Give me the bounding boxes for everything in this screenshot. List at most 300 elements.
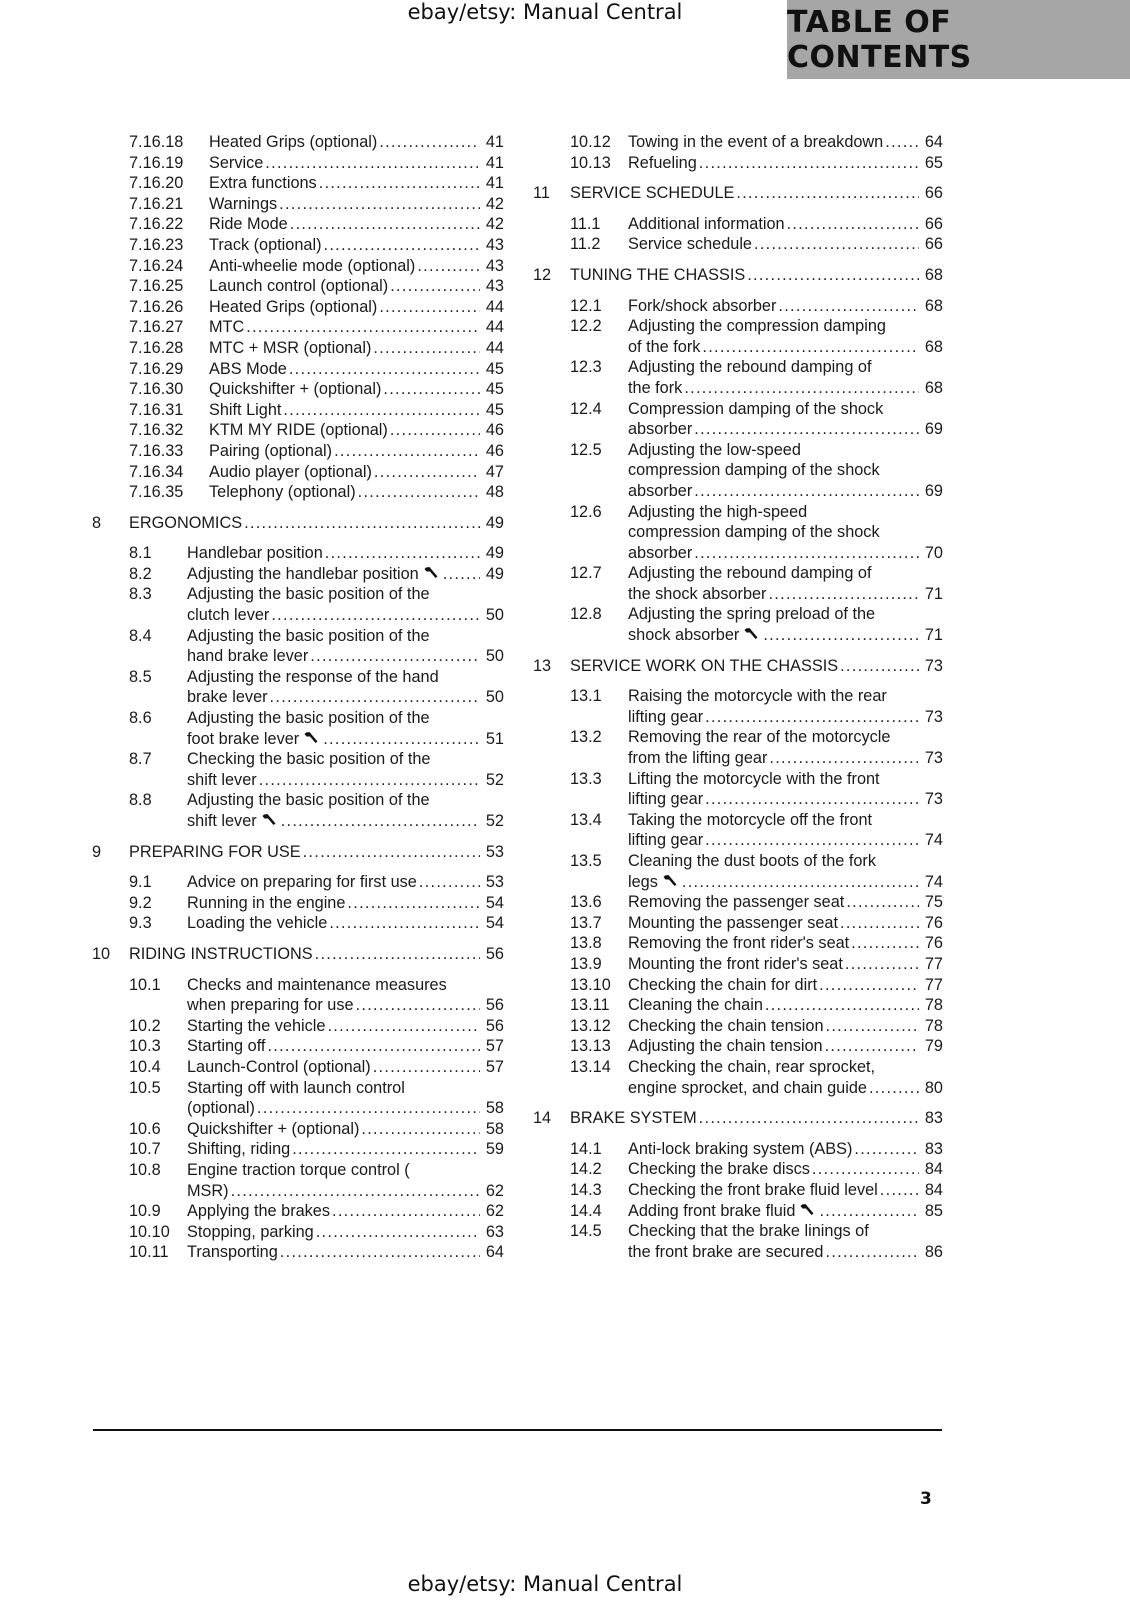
toc-entry[interactable]: [533, 975, 943, 996]
toc-entry-number: 7.16.26: [129, 297, 184, 316]
toc-entry[interactable]: [92, 256, 504, 277]
toc-entry-page: 73: [924, 749, 943, 768]
toc-entry[interactable]: [92, 338, 504, 359]
toc-entry-title-line: KTM MY RIDE (optional): [209, 421, 388, 440]
toc-entry-page: 44: [485, 297, 504, 316]
toc-entry[interactable]: [92, 1242, 504, 1263]
toc-entry-title-line: Fork/shock absorber: [628, 296, 777, 315]
toc-entry-title-line: Mounting the front rider's seat: [628, 954, 843, 973]
toc-entry[interactable]: [92, 913, 504, 934]
toc-entry-number: 12.6: [570, 502, 602, 521]
toc-entry[interactable]: [533, 357, 943, 398]
toc-chapter-entry[interactable]: [533, 1108, 943, 1129]
dot-leader: [310, 646, 480, 667]
toc-entry-number: 7.16.32: [129, 421, 184, 440]
toc-entry-number: 13.5: [570, 852, 602, 870]
toc-entry-number: 10.9: [129, 1202, 161, 1221]
toc-entry-number: 13.8: [570, 934, 602, 953]
toc-entry[interactable]: [533, 1139, 943, 1160]
toc-entry-page: 73: [924, 790, 943, 809]
toc-entry[interactable]: [92, 872, 504, 893]
dot-leader: [694, 481, 919, 502]
toc-entry-title-line: Adjusting the basic position of the: [187, 709, 430, 728]
toc-entry-page: 46: [485, 441, 504, 460]
toc-entry-title-line: Adjusting the response of the hand: [187, 667, 439, 686]
toc-chapter-entry[interactable]: [533, 265, 943, 286]
toc-entry-page: 84: [924, 1160, 943, 1179]
toc-entry-number: 13.13: [570, 1037, 611, 1056]
toc-entry-number: 9.1: [129, 873, 152, 892]
toc-entry-title-line: engine sprocket, and chain guide: [628, 1078, 867, 1097]
dot-leader: [840, 656, 919, 677]
dot-leader: [246, 317, 480, 338]
dot-leader: [869, 1078, 919, 1099]
toc-entry-page: 48: [485, 483, 504, 502]
toc-entry-number: 10.12: [570, 133, 611, 151]
toc-entry-title-line: Checking the basic position of the: [187, 750, 431, 769]
toc-entry-number: 14.2: [570, 1160, 602, 1179]
toc-entry-page: 49: [485, 513, 504, 532]
toc-entry-page: 53: [485, 873, 504, 892]
toc-entry-page: 64: [924, 133, 943, 151]
toc-entry[interactable]: [92, 564, 504, 585]
toc-entry-page: 41: [485, 174, 504, 193]
toc-entry[interactable]: [92, 790, 504, 831]
toc-entry-page: 43: [485, 235, 504, 254]
toc-entry-title-line: Heated Grips (optional): [209, 133, 378, 151]
toc-entry-page: 64: [485, 1243, 504, 1262]
toc-entry-title-line: Cleaning the chain: [628, 996, 763, 1015]
toc-entry[interactable]: [92, 297, 504, 318]
toc-entry-title-line: Shift Light: [209, 400, 282, 419]
toc-entry-number: 8.4: [129, 626, 152, 645]
toc-entry-title-line: BRAKE SYSTEM: [570, 1109, 697, 1128]
toc-entry[interactable]: [92, 1036, 504, 1057]
dot-leader: [290, 214, 480, 235]
toc-entry-page: 66: [924, 214, 943, 233]
toc-entry-page: 68: [924, 296, 943, 315]
toc-entry-page: 54: [485, 893, 504, 912]
toc-entry[interactable]: [92, 420, 504, 441]
toc-entry-page: 45: [485, 400, 504, 419]
dot-leader: [303, 842, 480, 863]
toc-entry-title-line: ERGONOMICS: [129, 513, 243, 532]
toc-entry-title-line: TUNING THE CHASSIS: [570, 265, 746, 284]
toc-entry[interactable]: [92, 1057, 504, 1078]
dot-leader: [694, 543, 919, 564]
toc-entry-title-line: Advice on preparing for first use: [187, 873, 417, 892]
toc-entry[interactable]: [92, 667, 504, 708]
dot-leader: [854, 1139, 918, 1160]
toc-entry-page: 56: [485, 1016, 504, 1035]
toc-entry[interactable]: [92, 584, 504, 625]
toc-entry-number: 14: [533, 1109, 552, 1128]
toc-entry-number: 7.16.23: [129, 235, 184, 254]
dot-leader: [270, 687, 480, 708]
toc-entry-number: 9: [92, 842, 102, 861]
toc-chapter-entry[interactable]: [533, 183, 943, 204]
dot-leader: [819, 1201, 918, 1222]
toc-entry[interactable]: [92, 543, 504, 564]
dot-leader: [332, 1201, 480, 1222]
toc-entry-title-line: legs: [628, 872, 658, 891]
toc-entry[interactable]: [533, 686, 943, 727]
toc-entry[interactable]: [92, 626, 504, 667]
toc-entry-title-line: Checking that the brake linings of: [628, 1222, 869, 1241]
toc-entry-number: 7.16.21: [129, 194, 184, 213]
toc-entry-number: 10.1: [129, 975, 161, 994]
toc-entry[interactable]: [533, 1159, 943, 1180]
toc-entry-page: 77: [924, 975, 943, 994]
toc-entry[interactable]: [92, 441, 504, 462]
toc-entry[interactable]: [533, 913, 943, 934]
toc-entry-number: 11: [533, 184, 550, 203]
toc-entry[interactable]: [92, 359, 504, 380]
toc-entry-page: 68: [924, 337, 943, 356]
dot-leader: [826, 1016, 919, 1037]
toc-entry-title-line: compression damping of the shock: [628, 523, 880, 542]
toc-entry-page: 53: [485, 842, 504, 861]
dot-leader: [736, 183, 919, 204]
dot-leader: [840, 913, 919, 934]
dot-leader: [705, 830, 919, 851]
toc-entry-title-line: Pairing (optional): [209, 441, 333, 460]
toc-entry-title-line: MTC + MSR (optional): [209, 338, 372, 357]
dot-leader: [358, 482, 480, 503]
toc-entry[interactable]: [533, 234, 943, 255]
dot-leader: [819, 975, 919, 996]
dot-leader: [327, 1016, 479, 1037]
toc-entry-number: 7.16.22: [129, 215, 184, 234]
toc-entry[interactable]: [92, 276, 504, 297]
toc-entry-title-line: absorber: [628, 420, 693, 439]
toc-entry[interactable]: [533, 132, 943, 153]
toc-entry-number: 7.16.24: [129, 256, 184, 275]
toc-entry-title-line: Adjusting the basic position of the: [187, 626, 430, 645]
toc-entry-number: 7.16.28: [129, 338, 184, 357]
toc-entry[interactable]: [533, 1016, 943, 1037]
dot-leader: [374, 462, 480, 483]
toc-entry-page: 44: [485, 318, 504, 337]
toc-entry[interactable]: [533, 769, 943, 810]
toc-entry-page: 62: [485, 1202, 504, 1221]
toc-entry-page: 71: [924, 626, 943, 645]
toc-entry-page: 41: [485, 153, 504, 172]
dot-leader: [283, 400, 479, 421]
watermark-top: ebay/etsy: Manual Central: [407, 0, 683, 24]
toc-entry-page: 47: [485, 462, 504, 481]
toc-entry-page: 85: [924, 1201, 943, 1220]
toc-entry-page: 42: [485, 215, 504, 234]
toc-entry[interactable]: [92, 1078, 504, 1119]
toc-entry[interactable]: [533, 296, 943, 317]
toc-entry-title-line: Raising the motorcycle with the rear: [628, 687, 887, 706]
toc-entry-number: 7.16.35: [129, 483, 184, 502]
toc-entry[interactable]: [92, 975, 504, 1016]
toc-entry-title-line: Quickshifter + (optional): [187, 1119, 360, 1138]
dot-leader: [292, 1139, 480, 1160]
toc-entry-title-line: Adjusting the basic position of the: [187, 585, 430, 604]
toc-entry-title-line: Removing the passenger seat: [628, 893, 845, 912]
toc-entry-page: 66: [924, 184, 943, 203]
toc-entry-title-line: absorber: [628, 543, 693, 562]
toc-entry-page: 68: [924, 378, 943, 397]
toc-entry-title-line: Checking the chain, rear sprocket,: [628, 1057, 876, 1076]
toc-entry-page: 42: [485, 194, 504, 213]
toc-entry-number: 13.9: [570, 954, 602, 973]
toc-entry[interactable]: [533, 604, 943, 645]
toc-entry-number: 7.16.19: [129, 153, 184, 172]
toc-entry[interactable]: [533, 727, 943, 768]
toc-entry-number: 13.11: [570, 996, 610, 1015]
dot-leader: [373, 338, 479, 359]
dot-leader: [390, 276, 480, 297]
toc-entry[interactable]: [92, 214, 504, 235]
toc-entry-title-line: Adjusting the handlebar position: [187, 564, 419, 583]
toc-entry[interactable]: [92, 194, 504, 215]
toc-entry-page: 58: [485, 1119, 504, 1138]
toc-entry-title-line: Checking the chain tension: [628, 1016, 824, 1035]
toc-entry[interactable]: [533, 851, 943, 892]
toc-entry-title-line: SERVICE SCHEDULE: [570, 184, 735, 203]
toc-entry-number: 13.7: [570, 913, 602, 932]
wrench-icon: [663, 872, 678, 893]
toc-entry[interactable]: [92, 400, 504, 421]
toc-entry[interactable]: [92, 1222, 504, 1243]
toc-entry-title-line: Audio player (optional): [209, 462, 372, 481]
toc-entry-title-line: Adjusting the compression damping: [628, 317, 886, 336]
toc-entry-title-line: Mounting the passenger seat: [628, 913, 838, 932]
toc-entry[interactable]: [533, 1180, 943, 1201]
toc-entry[interactable]: [533, 153, 943, 174]
toc-entry-page: 52: [485, 770, 504, 789]
toc-entry[interactable]: [533, 214, 943, 235]
toc-entry[interactable]: [533, 440, 943, 502]
dot-leader: [705, 789, 919, 810]
toc-entry[interactable]: [92, 749, 504, 790]
toc-entry-title-line: Engine traction torque control (: [187, 1160, 410, 1179]
dot-leader: [885, 132, 919, 153]
toc-entry[interactable]: [533, 1201, 943, 1222]
toc-entry-title-line: the shock absorber: [628, 584, 767, 603]
dot-leader: [315, 944, 480, 965]
toc-entry-page: 66: [924, 235, 943, 254]
toc-entry-title-line: shift lever: [187, 812, 257, 830]
toc-entry[interactable]: [92, 1016, 504, 1037]
toc-entry-number: 13.14: [570, 1057, 611, 1076]
dot-leader: [763, 625, 919, 646]
toc-entry-number: 10.7: [129, 1140, 161, 1159]
toc-entry-title-line: shock absorber: [628, 626, 740, 645]
toc-entry[interactable]: [533, 933, 943, 954]
toc-entry-title-line: Launch control (optional): [209, 277, 389, 296]
toc-entry-page: 54: [485, 914, 504, 933]
toc-entry[interactable]: [92, 173, 504, 194]
toc-entry-title-line: Additional information: [628, 214, 785, 233]
dot-leader: [390, 420, 480, 441]
toc-entry-page: 69: [924, 420, 943, 439]
toc-entry-number: 10.8: [129, 1160, 161, 1179]
toc-entry-number: 13.1: [570, 687, 602, 706]
toc-entry[interactable]: [92, 462, 504, 483]
toc-entry[interactable]: [533, 954, 943, 975]
toc-entry-title-line: Adding front brake fluid: [628, 1201, 796, 1220]
dot-leader: [279, 194, 480, 215]
toc-entry-page: 70: [924, 543, 943, 562]
toc-entry-title-line: lifting gear: [628, 831, 704, 850]
dot-leader: [682, 872, 919, 893]
dot-leader: [699, 1108, 919, 1129]
toc-entry-title-line: foot brake lever: [187, 729, 300, 748]
toc-entry-title-line: Loading the vehicle: [187, 914, 328, 933]
toc-chapter-entry[interactable]: [92, 842, 504, 863]
toc-entry-title-line: Lifting the motorcycle with the front: [628, 769, 880, 788]
toc-entry-number: 7.16.30: [129, 380, 184, 399]
dot-leader: [356, 995, 480, 1016]
toc-chapter-entry[interactable]: [533, 656, 943, 677]
toc-entry-number: 10.13: [570, 153, 611, 172]
dot-leader: [747, 265, 919, 286]
toc-entry[interactable]: [92, 1160, 504, 1201]
toc-entry-title-line: Shifting, riding: [187, 1140, 291, 1159]
dot-leader: [684, 378, 919, 399]
dot-leader: [417, 256, 480, 277]
toc-entry-title-line: Removing the rear of the motorcycle: [628, 728, 891, 747]
toc-entry-page: 78: [924, 996, 943, 1015]
toc-entry-number: 13.2: [570, 728, 602, 747]
toc-entry-page: 51: [485, 729, 504, 748]
toc-entry[interactable]: [533, 1057, 943, 1098]
dot-leader: [231, 1181, 480, 1202]
toc-entry[interactable]: [533, 1036, 943, 1057]
dot-leader: [334, 441, 480, 462]
toc-entry-page: 43: [485, 277, 504, 296]
toc-entry-title-line: Checking the brake discs: [628, 1160, 810, 1179]
toc-entry-page: 52: [485, 812, 504, 830]
toc-entry-number: 8.7: [129, 750, 152, 769]
toc-entry-title-line: absorber: [628, 481, 693, 500]
toc-entry[interactable]: [533, 810, 943, 851]
dot-leader: [319, 173, 480, 194]
toc-entry-page: 75: [924, 893, 943, 912]
toc-entry-number: 8.5: [129, 667, 152, 686]
toc-entry-title-line: the fork: [628, 378, 683, 397]
toc-entry-number: 7.16.29: [129, 359, 184, 378]
toc-entry-page: 80: [924, 1078, 943, 1097]
toc-entry[interactable]: [92, 482, 504, 503]
toc-entry-page: 44: [485, 338, 504, 357]
toc-entry-title-line: Extra functions: [209, 174, 317, 193]
dot-leader: [765, 995, 919, 1016]
toc-entry-number: 12.3: [570, 358, 602, 377]
toc-entry[interactable]: [533, 892, 943, 913]
toc-entry-page: 78: [924, 1016, 943, 1035]
dot-leader: [316, 1222, 480, 1243]
toc-entry-title-line: clutch lever: [187, 606, 270, 625]
toc-entry-page: 59: [485, 1140, 504, 1159]
toc-entry[interactable]: [92, 235, 504, 256]
toc-entry[interactable]: [92, 1139, 504, 1160]
toc-chapter-entry[interactable]: [92, 944, 504, 965]
toc-entry-number: 12.2: [570, 317, 602, 336]
toc-entry[interactable]: [533, 1221, 943, 1262]
toc-entry-number: 11.2: [570, 235, 601, 254]
toc-entry-title-line: Starting off: [187, 1037, 266, 1056]
toc-entry-number: 10.6: [129, 1119, 161, 1138]
dot-leader: [846, 892, 919, 913]
toc-entry-number: 12.8: [570, 605, 602, 624]
toc-entry-page: 71: [924, 584, 943, 603]
toc-entry-title-line: Adjusting the high-speed: [628, 502, 808, 521]
toc-entry[interactable]: [92, 132, 504, 153]
toc-entry-page: 50: [485, 647, 504, 666]
toc-entry-page: 76: [924, 934, 943, 953]
toc-entry-title-line: Telephony (optional): [209, 483, 356, 502]
toc-entry-number: 8.2: [129, 564, 152, 583]
toc-chapter-entry[interactable]: [92, 513, 504, 534]
toc-entry-page: 56: [485, 996, 504, 1015]
toc-entry-page: 83: [924, 1139, 943, 1158]
toc-entry-page: 58: [485, 1099, 504, 1118]
toc-entry[interactable]: [92, 708, 504, 749]
dot-leader: [812, 1159, 919, 1180]
toc-entry[interactable]: [92, 1119, 504, 1140]
toc-entry-page: 49: [485, 544, 504, 563]
toc-entry-number: 8.1: [129, 544, 152, 563]
toc-entry-number: 14.3: [570, 1180, 602, 1199]
toc-entry-number: 14.4: [570, 1201, 602, 1220]
toc-entry[interactable]: [92, 893, 504, 914]
toc-entry[interactable]: [533, 563, 943, 604]
dot-leader: [702, 337, 918, 358]
toc-entry-title-line: Starting off with launch control: [187, 1078, 405, 1097]
dot-leader: [280, 1242, 480, 1263]
toc-entry-number: 10: [92, 944, 111, 963]
toc-entry[interactable]: [533, 995, 943, 1016]
toc-entry-page: 65: [924, 153, 943, 172]
dot-leader: [267, 1036, 479, 1057]
toc-entry-title-line: the front brake are secured: [628, 1242, 824, 1261]
toc-entry-title-line: Quickshifter + (optional): [209, 380, 382, 399]
toc-entry-title-line: Adjusting the rebound damping of: [628, 358, 872, 377]
dot-leader: [244, 513, 480, 534]
toc-entry[interactable]: [92, 153, 504, 174]
toc-entry-number: 7.16.34: [129, 462, 184, 481]
dot-leader: [325, 543, 480, 564]
toc-entry-page: 62: [485, 1181, 504, 1200]
dot-leader: [373, 1057, 480, 1078]
dot-leader: [768, 584, 918, 605]
toc-entry-number: 10.10: [129, 1222, 170, 1241]
toc-entry[interactable]: [533, 316, 943, 357]
toc-entry-title-line: brake lever: [187, 688, 268, 707]
toc-entry-number: 9.2: [129, 893, 152, 912]
dot-leader: [880, 1180, 919, 1201]
toc-entry[interactable]: [533, 399, 943, 440]
toc-entry-page: 79: [924, 1037, 943, 1056]
toc-entry-title-line: Starting the vehicle: [187, 1016, 326, 1035]
toc-entry-title-line: Towing in the event of a breakdown: [628, 133, 884, 151]
toc-entry[interactable]: [92, 1201, 504, 1222]
toc-entry-title-line: PREPARING FOR USE: [129, 842, 301, 861]
toc-entry-page: 57: [485, 1037, 504, 1056]
toc-entry[interactable]: [92, 317, 504, 338]
dot-leader: [259, 770, 480, 791]
toc-entry-title-line: (optional): [187, 1099, 255, 1118]
toc-entry-number: 12.4: [570, 399, 602, 418]
toc-entry[interactable]: [533, 502, 943, 564]
toc-entry[interactable]: [92, 379, 504, 400]
